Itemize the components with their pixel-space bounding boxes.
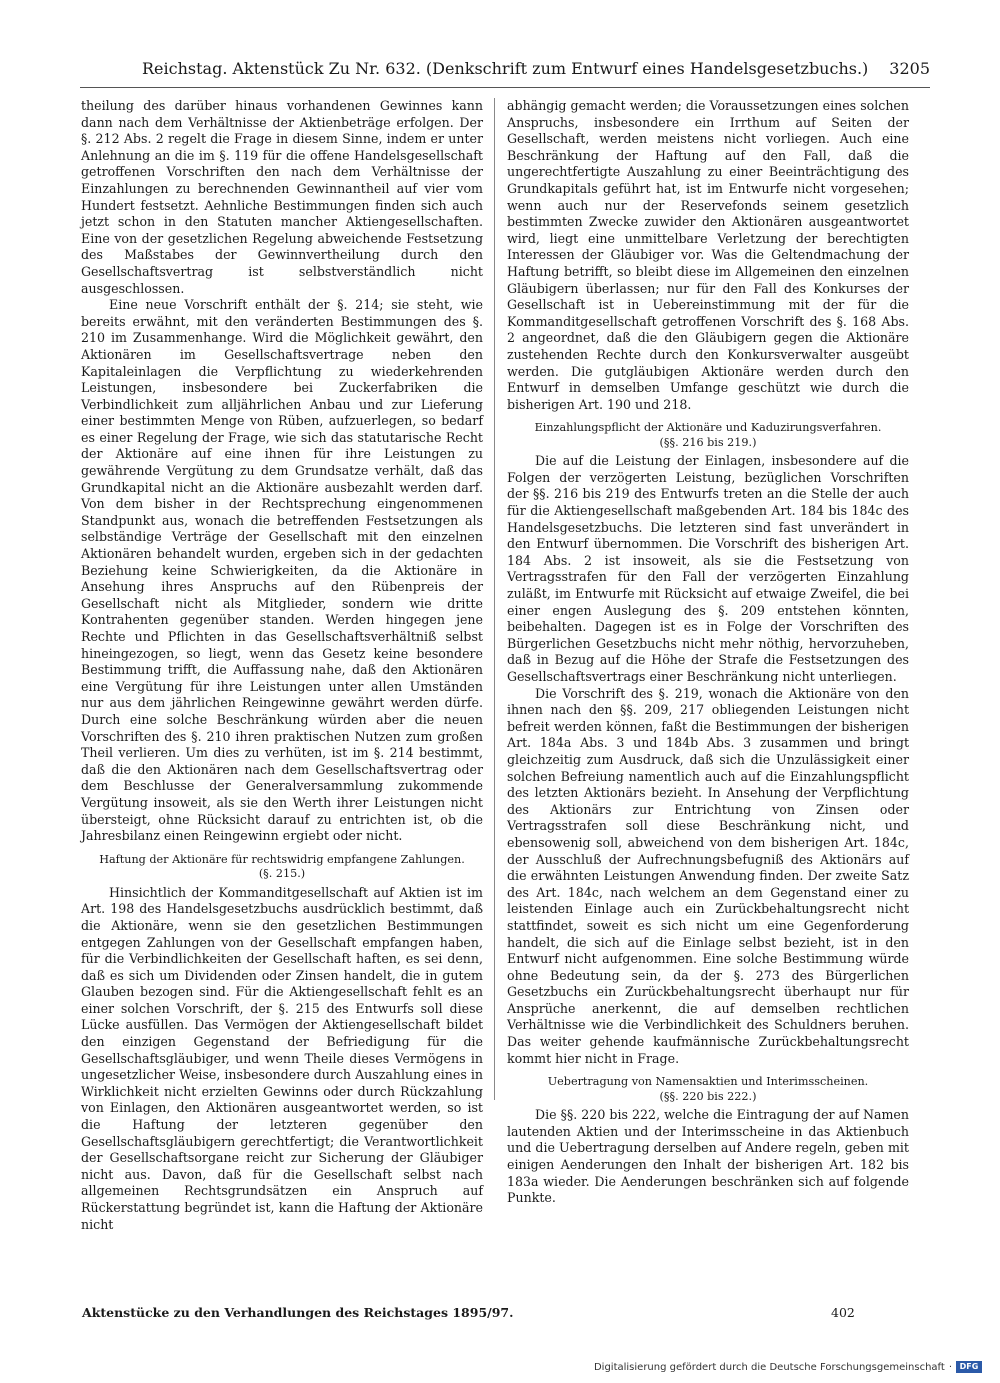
footer-source: Aktenstücke zu den Verhandlungen des Reichstages 1895/97. [82, 1305, 514, 1320]
paragraph: Eine neue Vorschrift enthält der §. 214; sie steht, wie bereits erwähnt, mit den veränderten Bestimmungen des §. 210 im Zusammenhange. Wird die Möglichkeit gewährt, den Aktionären im Gesellschaftsvertrage neben den Kapitaleinlagen die Verpflichtung zu wiederkehrenden Leistungen, insbesondere bei Zuckerfabriken die Verbindlichkeit zum alljährlichen Anbau und zur Lieferung einer bestimmten Menge von Rüben, aufzuerlegen, so bedarf es einer Regelung der Frage, wie sich das statutarische Recht der Aktionäre auf eine ihnen für ihre Leistungen zu gewährende Vergütung zu dem Grundsatze verhält, daß das Grundkapital nicht an die Aktionäre ausbezahlt werden darf. Von dem bisher in der Rechtsprechung eingenommenen Standpunkt aus, wonach die betreffenden Festsetzungen als selbständige Verträge der Gesellschaft mit den einzelnen Aktionären behandelt wurden, ergeben sich in der gedachten Beziehung keine Schwierigkeiten, da die Aktionäre in Ansehung ihres Anspruchs auf den Rübenpreis der Gesellschaft nicht als Mitglieder, sondern wie dritte Kontrahenten gegenüber standen. Werden hingegen jene Rechte und Pflichten in das Gesellschaftsverhältniß selbst hineingezogen, so liegt, wenn das Gesetz keine besondere Bestimmung trifft, die Auffassung nahe, daß den Aktionären eine Vergütung für ihre Leistungen unter allen Umständen nur aus dem jährlichen Reingewinne gewährt werden dürfe. Durch eine solche Beschränkung würden aber die neuen Vorschriften des §. 210 ihren praktischen Nutzen zum großen Theil verlieren. Um dies zu verhüten, ist im §. 214 bestimmt, daß die den Aktionären nach dem Gesellschaftsvertrag oder dem Beschlusse der Generalversammlung zukommende Vergütung insoweit, als sie den Werth ihrer Leistungen nicht übersteigt, ohne Rücksicht darauf zu entrichten ist, ob die Jahresbilanz einen Reingewinn ergiebt oder nicht. [81, 297, 483, 844]
column-divider [494, 98, 495, 1100]
paragraph: abhängig gemacht werden; die Voraussetzungen eines solchen Anspruchs, insbesondere ein Irrthum auf Seiten der Gesellschaft, werden meistens nicht vorliegen. Auch eine Beschränkung der Haftung auf den Fall, daß die ungerechtfertigte Auszahlung zu einer Beeinträchtigung des Grundkapitals geführt hat, ist im Entwurfe nicht vorgesehen; wenn auch nur der Reservefonds seinem gesetzlich bestimmten Zwecke zuwider den Aktionären ausgeantwortet wird, liegt eine unmittelbare Verletzung der berechtigten Interessen der Gläubiger vor. Was die Geltendmachung der Haftung betrifft, so bleibt diese im Allgemeinen den einzelnen Gläubigern überlassen; nur für den Fall des Konkurses der Gesellschaft ist in Uebereinstimmung mit der für die Kommanditgesellschaft getroffenen Vorschrift des §. 168 Abs. 2 angeordnet, daß die den Gläubigern gegen die Aktionäre zustehenden Rechte durch den Konkursverwalter ausgeübt werden. Die gutgläubigen Aktionäre werden durch den Entwurf in demselben Umfange geschützt wie durch die bisherigen Art. 190 und 218. [507, 98, 909, 412]
footer-sheet-number: 402 [831, 1305, 855, 1320]
paragraph: Die auf die Leistung der Einlagen, insbesondere auf die Folgen der verzögerten Leistung, bezüglichen Vorschriften der §§. 216 bis 219 des Entwurfs treten an die Stelle der auch für die Aktiengesellschaft maßgebenden Art. 184 bis 184c des Handelsgesetzbuchs. Die letzteren sind fast unverändert in den Entwurf übernommen. Die Vorschrift des bisherigen Art. 184 Abs. 2 ist insoweit, als sie die Festsetzung von Vertragsstrafen für den Fall der verzögerten Einzahlung zuläßt, im Entwurfe mit Rücksicht auf etwaige Zweifel, die bei einer engen Auslegung des §. 209 entstehen könnten, beibehalten. Dagegen ist es in Folge der Vorschriften des Bürgerlichen Gesetzbuchs nicht mehr nöthig, hervorzuheben, daß in Bezug auf die Höhe der Strafe die Festsetzungen des Gesellschaftsvertrags einer Beschränkung nicht unterliegen. [507, 453, 909, 684]
section-heading-title: Uebertragung von Namensaktien und Interimsscheinen. [547, 1075, 869, 1089]
paragraph: Die Vorschrift des §. 219, wonach die Aktionäre von den ihnen nach den §§. 209, 217 obliegenden Leistungen nicht befreit werden können, faßt die Bestimmungen der bisherigen Art. 184a Abs. 3 und 184b Abs. 3 zusammen und bringt gleichzeitig zum Ausdruck, daß sich die Unzulässigkeit einer solchen Befreiung namentlich auch auf die Einzahlungspflicht des letzten Aktionärs bezieht. In Ansehung der Verpflichtung des Aktionärs zur Entrichtung von Zinsen oder Vertragsstrafen soll diese Beschränkung nicht, und ebensowenig soll, abweichend von dem bisherigen Art. 184c, der Ausschluß der Aufrechnungsbefugniß des Aktionärs auf die erwähnten Leistungen Anwendung finden. Der zweite Satz des Art. 184c, nach welchem an dem Gegenstand einer zu leistenden Einlage auch ein Zurückbehaltungsrecht nicht stattfindet, soweit es sich nicht um eine Gegenforderung handelt, die sich auf die Einlage selbst bezieht, ist in den Entwurf nicht aufgenommen. Eine solche Bestimmung würde ohne Bedeutung sein, da der §. 273 des Bürgerlichen Gesetzbuchs ein Zurückbehaltungsrecht überhaupt nur für Ansprüche anerkennt, die auf demselben rechtlichen Verhältnisse wie die Verbindlichkeit des Schuldners beruhen. Das weiter gehende kaufmännische Zurückbehaltungsrecht kommt hier nicht in Frage. [507, 685, 909, 1066]
section-heading [507, 1075, 909, 1104]
right-column [507, 98, 909, 1206]
dfg-logo: DFG [956, 1361, 982, 1373]
section-heading-ref: (§§. 220 bis 222.) [659, 1089, 757, 1103]
page-number: 3205 [889, 59, 930, 78]
section-heading-ref: (§. 215.) [258, 867, 306, 881]
section-heading-ref: (§§. 216 bis 219.) [659, 435, 757, 449]
section-heading [81, 853, 483, 882]
digitization-text: Digitalisierung gefördert durch die Deutsche Forschungsgemeinschaft [593, 1361, 945, 1373]
left-column [81, 98, 483, 1232]
paragraph: Hinsichtlich der Kommanditgesellschaft auf Aktien ist im Art. 198 des Handelsgesetzbuchs ausdrücklich bestimmt, daß die Aktionäre, wenn sie den gesetzlichen Bestimmungen entgegen Zahlungen von der Gesellschaft empfangen haben, für die Verbindlichkeiten der Gesellschaft haften, es sei denn, daß es sich um Dividenden oder Zinsen handelt, die in gutem Glauben bezogen sind. Für die Aktiengesellschaft fehlt es an einer solchen Vorschrift, der §. 215 des Entwurfs soll diese Lücke ausfüllen. Das Vermögen der Aktiengesellschaft bildet den einzigen Gegenstand der Befriedigung für die Gesellschaftsgläubiger, und wenn Theile dieses Vermögens in ungesetzlicher Weise, insbesondere durch Auszahlung eines in Wirklichkeit nicht erzielten Gewinns oder durch Rückzahlung von Einlagen, den Aktionären ausgeantwortet werden, so ist die Haftung der letzteren gegenüber den Gesellschaftsgläubigern gerechtfertigt; die Verantwortlichkeit der Gesellschaftsorgane reicht zur Sicherung der Gläubiger nicht aus. Davon, daß für die Gesellschaft selbst nach allgemeinen Rechtsgrundsätzen ein Anspruch auf Rückerstattung begründet ist, kann die Haftung der Aktionäre nicht [81, 884, 483, 1232]
section-heading-title: Einzahlungspflicht der Aktionäre und Kaduzirungsverfahren. [534, 421, 882, 435]
paragraph: Die §§. 220 bis 222, welche die Eintragung der auf Namen lautenden Aktien und der Interimsscheine in das Aktienbuch und die Uebertragung derselben auf Andere regeln, geben mit einigen Aenderungen den Inhalt der bisherigen Art. 182 bis 183a wieder. Die Aenderungen beschränken sich auf folgende Punkte. [507, 1107, 909, 1206]
digitization-notice: Digitalisierung gefördert durch die Deutsche Forschungsgemeinschaft · DFG [594, 1361, 982, 1373]
running-title: Reichstag. Aktenstück Zu Nr. 632. (Denkschrift zum Entwurf eines Handelsgesetzbuchs.) [142, 59, 869, 78]
section-heading-title: Haftung der Aktionäre für rechtswidrig empfangene Zahlungen. [99, 852, 465, 866]
section-heading [507, 421, 909, 450]
paragraph: theilung des darüber hinaus vorhandenen Gewinnes kann dann nach dem Verhältnisse der Aktienbeträge erfolgen. Der §. 212 Abs. 2 regelt die Frage in diesem Sinne, indem er unter Anlehnung an die im §. 119 für die offene Handelsgesellschaft getroffenen Vorschriften den nach dem Verhältnisse der Einzahlungen zu berechnenden Gewinnantheil auf vier vom Hundert festsetzt. Aehnliche Bestimmungen finden sich auch jetzt schon in den Statuten mancher Aktiengesellschaften. Eine von der gesetzlichen Regelung abweichende Festsetzung des Maßstabes der Gewinnvertheilung durch den Gesellschaftsvertrag ist selbstverständlich nicht ausgeschlossen. [81, 98, 483, 296]
page-header [80, 55, 930, 88]
